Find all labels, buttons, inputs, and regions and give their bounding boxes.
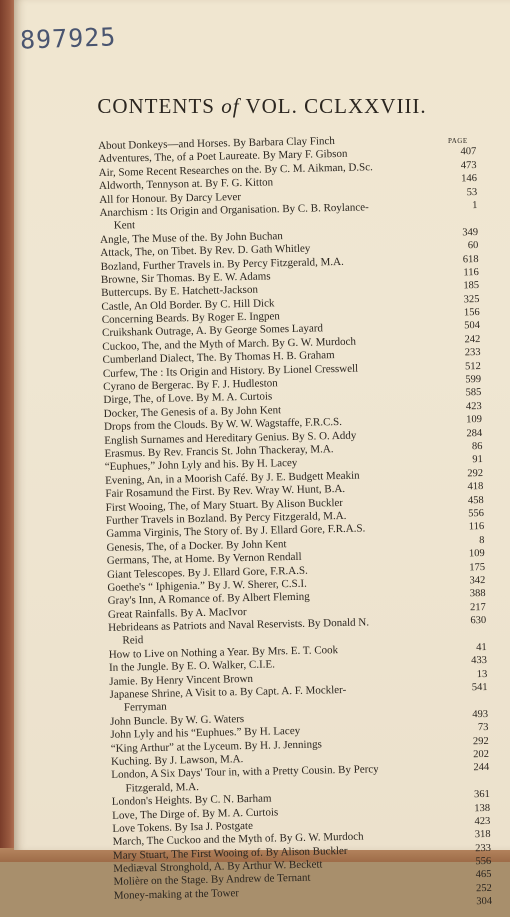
entry-title: Cyrano de Bergerac. By F. J. Hudleston — [103, 377, 278, 394]
entry-page-number: 292 — [469, 735, 489, 749]
entry-title: Mediæval Stronghold, A. By Arthur W. Beckett — [113, 859, 323, 877]
entry-page-number: 556 — [464, 507, 484, 521]
entry-page-number: 407 — [456, 145, 476, 159]
entry-page-number: 618 — [459, 253, 479, 267]
entry-page-number: 599 — [461, 373, 481, 387]
entry-title: About Donkeys—and Horses. By Barbara Clay Finch — [98, 135, 335, 153]
entry-title: Evening, An, in a Moorish Café. By J. E. Budgett Meakin — [105, 469, 360, 488]
entry-page-number: 185 — [459, 279, 479, 293]
entry-title: Goethe's “ Iphigenia.” By J. W. Sherer, C.S.I. — [107, 578, 307, 596]
entry-page-number: 242 — [460, 333, 480, 347]
heading-suffix: VOL. CCLXXVIII. — [240, 94, 427, 118]
entry-page-number: 1 — [468, 199, 478, 213]
entry-title: London's Heights. By C. N. Barham — [112, 793, 272, 810]
entry-title: Great Rainfalls. By A. MacIvor — [108, 606, 247, 622]
page-column-label: PAGE — [448, 137, 468, 145]
entry-page-number: 458 — [464, 494, 484, 508]
entry-title: Further Travels in Bozland. By Percy Fitzgerald, M.A. — [106, 510, 347, 528]
entry-title: Gray's Inn, A Romance of. By Albert Fleming — [108, 591, 310, 609]
entry-page-number: 292 — [463, 467, 483, 481]
entry-page-number: 60 — [464, 239, 479, 253]
entry-title: Anarchism : Its Origin and Organisation. By C. B. Roylance- — [99, 201, 368, 220]
entry-title: Buttercups. By E. Hatchett-Jackson — [101, 284, 258, 301]
entry-title: Mary Stuart, The First Wooing of. By Alison Buckler — [113, 845, 348, 863]
entry-title: Giant Telescopes. By J. Ellard Gore, F.R.A.S. — [107, 564, 308, 582]
entry-page-number: 284 — [462, 427, 482, 441]
entry-page-number: 418 — [463, 480, 483, 494]
entry-title: Browne, Sir Thomas. By E. W. Adams — [101, 270, 271, 287]
entry-title: Love, The Dirge of. By M. A. Curtois — [112, 806, 278, 823]
entry-title: Attack, The, on Tibet. By Rev. D. Gath Whitley — [100, 243, 310, 261]
entry-title: Money-making at the Tower — [114, 887, 239, 903]
entry-page-number: 116 — [465, 520, 485, 534]
entry-title: “Euphues,” John Lyly and his. By H. Lacey — [105, 457, 298, 474]
entry-page-number: 41 — [472, 641, 487, 655]
entry-title: Adventures, The, of a Poet Laureate. By Mary F. Gibson — [98, 148, 347, 167]
heading-of: of — [221, 94, 239, 118]
entry-title: Air, Some Recent Researches on the. By C. M. Aikman, D.Sc. — [99, 161, 373, 180]
entry-page-number: 53 — [463, 186, 478, 200]
entry-title: Fitzgerald, M.A. — [125, 781, 199, 796]
entry-title: John Buncle. By W. G. Waters — [110, 713, 244, 729]
pencil-annotation: 897925 — [20, 22, 117, 54]
entry-page-number: 175 — [465, 560, 485, 574]
entry-title: Love Tokens. By Isa J. Postgate — [112, 820, 253, 836]
entry-page-number: 361 — [470, 788, 490, 802]
entry-title: Curfew, The : Its Origin and History. By Lionel Cresswell — [103, 362, 359, 381]
entry-page-number: 342 — [465, 574, 485, 588]
entry-page-number: 541 — [468, 681, 488, 695]
entry-page-number: 86 — [468, 440, 483, 454]
contents-heading — [14, 94, 510, 119]
entry-page-number: 146 — [457, 172, 477, 186]
entry-title: Bozland, Further Travels in. By Percy Fitzgerald, M.A. — [101, 255, 344, 273]
entry-title: Genesis, The, of a Docker. By John Kent — [106, 538, 286, 555]
entry-title: Gamma Virginis, The Story of. By J. Ellard Gore, F.R.A.S. — [106, 523, 365, 542]
entry-page-number: 349 — [458, 226, 478, 240]
entry-title: Cumberland Dialect, The. By Thomas H. B. Graham — [102, 349, 334, 367]
entry-page-number: 325 — [460, 293, 480, 307]
entry-page-number: 109 — [462, 413, 482, 427]
entry-page-number: 630 — [466, 614, 486, 628]
entry-title: Japanese Shrine, A Visit to a. By Capt. A. F. Mockler- — [109, 684, 346, 702]
entry-page-number: 585 — [461, 386, 481, 400]
entry-title: Angle, The Muse of the. By John Buchan — [100, 230, 283, 247]
entry-page-number: 433 — [467, 654, 487, 668]
entry-title: English Surnames and Hereditary Genius. By S. O. Addy — [104, 429, 356, 448]
entry-title: Concerning Beards. By Roger E. Ingpen — [102, 310, 280, 327]
entry-page-number: 109 — [465, 547, 485, 561]
entry-title: Docker, The Genesis of a. By John Kent — [104, 404, 282, 421]
entry-page-number: 423 — [462, 400, 482, 414]
entry-title: Cuckoo, The, and the Myth of March. By G. W. Murdoch — [102, 336, 356, 355]
entry-title: John Lyly and his “Euphues.” By H. Lacey — [110, 725, 300, 742]
entry-title: Jamie. By Henry Vincent Brown — [109, 672, 253, 688]
entry-page-number: 217 — [466, 601, 486, 615]
entry-title: In the Jungle. By E. O. Walker, C.I.E. — [109, 659, 275, 676]
entry-title: Aldworth, Tennyson at. By F. G. Kitton — [99, 177, 273, 194]
entry-page-number: 252 — [472, 882, 492, 896]
entry-title: How to Live on Nothing a Year. By Mrs. E. T. Cook — [109, 644, 339, 662]
entry-page-number: 504 — [460, 320, 480, 334]
entry-page-number: 423 — [470, 815, 490, 829]
entry-page-number: 73 — [474, 721, 489, 735]
entry-title: First Wooing, The, of Mary Stuart. By Alison Buckler — [106, 496, 344, 514]
entry-title: March, The Cuckoo and the Myth of. By G. W. Murdoch — [113, 831, 364, 850]
entry-title: Reid — [122, 635, 143, 649]
entry-page-number: 8 — [475, 534, 485, 548]
entry-page-number: 304 — [472, 895, 492, 909]
entry-title: Drops from the Clouds. By W. W. Wagstaffe, F.R.C.S. — [104, 416, 342, 434]
entry-title: Kent — [114, 220, 136, 234]
entry-page-number: 512 — [461, 360, 481, 374]
entry-page-number: 388 — [466, 587, 486, 601]
entry-title: Erasmus. By Rev. Francis St. John Thackeray, M.A. — [104, 443, 333, 461]
book-page — [14, 0, 510, 850]
entry-page-number: 556 — [471, 855, 491, 869]
entry-title: Hebrideans as Patriots and Naval Reservists. By Donald N. — [108, 616, 369, 635]
entry-title: Germans, The, at Home. By Vernon Rendall — [107, 551, 302, 568]
contents-list — [98, 132, 492, 916]
entry-page-number: 91 — [468, 453, 483, 467]
entry-title: Fair Rosamund the First. By Rev. Wray W. Hunt, B.A. — [105, 483, 345, 501]
entry-page-number: 13 — [473, 668, 488, 682]
entry-title: Dirge, The, of Love. By M. A. Curtois — [103, 391, 272, 408]
entry-title: Castle, An Old Border. By C. Hill Dick — [101, 297, 274, 314]
entry-page-number: 138 — [470, 801, 490, 815]
entry-page-number: 318 — [471, 828, 491, 842]
entry-title: Molière on the Stage. By Andrew de Ternant — [113, 872, 310, 890]
entry-page-number: 156 — [460, 306, 480, 320]
entry-title: London, A Six Days' Tour in, with a Pretty Cousin. By Percy — [111, 764, 379, 783]
entry-page-number: 233 — [461, 346, 481, 360]
entry-title: Kuching. By J. Lawson, M.A. — [111, 753, 244, 769]
entry-page-number: 473 — [457, 159, 477, 173]
entry-title: “King Arthur” at the Lyceum. By H. J. Jennings — [111, 738, 322, 756]
entry-page-number: 465 — [472, 868, 492, 882]
entry-page-number: 116 — [459, 266, 479, 280]
entry-title: All for Honour. By Darcy Lever — [99, 191, 241, 207]
entry-page-number: 233 — [471, 842, 491, 856]
heading-prefix: CONTENTS — [97, 94, 221, 118]
entry-title: Cruikshank Outrage, A. By George Somes Layard — [102, 323, 323, 341]
entry-title: Ferryman — [124, 701, 167, 715]
entry-page-number: 244 — [469, 761, 489, 775]
entry-page-number: 202 — [469, 748, 489, 762]
entry-page-number: 493 — [468, 708, 488, 722]
